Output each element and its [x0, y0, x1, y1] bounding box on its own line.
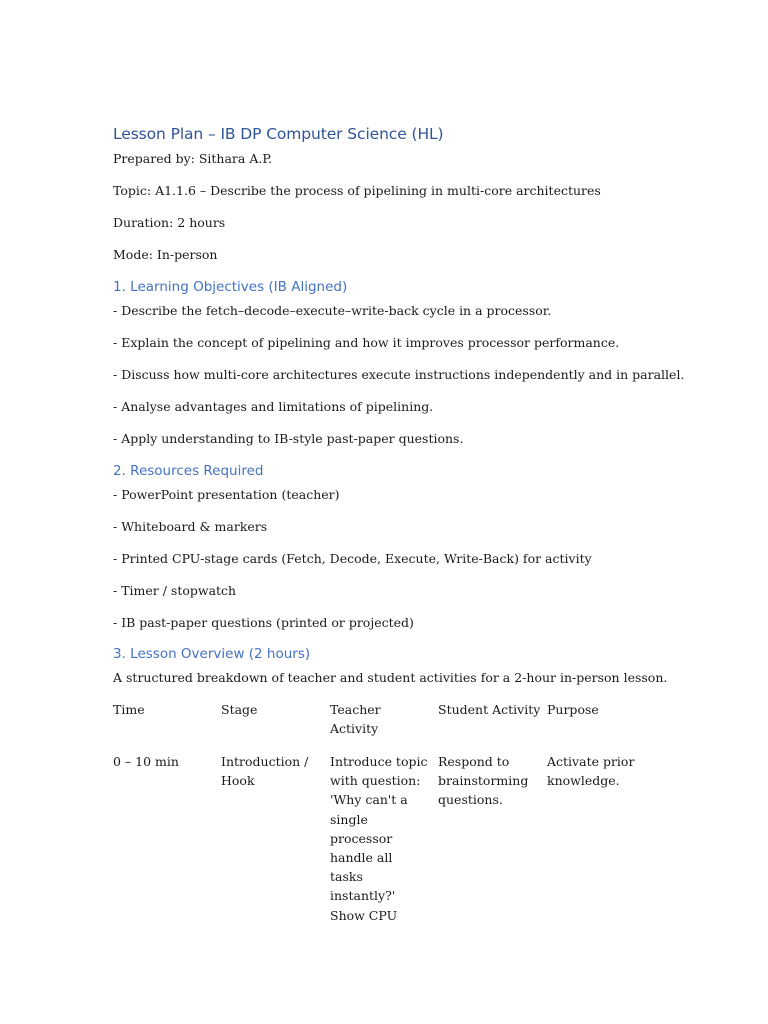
duration-line: Duration: 2 hours — [113, 215, 226, 230]
resources-heading: 2. Resources Required — [113, 463, 264, 479]
resource-item: - Timer / stopwatch — [113, 583, 237, 598]
table-header-time: Time — [113, 702, 145, 717]
table-cell-student: Respond to brainstorming questions. — [438, 754, 529, 808]
objective-item: - Analyse advantages and limitations of pipelining. — [113, 399, 434, 414]
resource-item: - Printed CPU-stage cards (Fetch, Decode, Execute, Write-Back) for activity — [113, 551, 592, 566]
table-cell-teacher: Introduce topic with question: 'Why can't a single processor handle all tasks instantly?' Show CPU — [330, 754, 428, 923]
overview-heading: 3. Lesson Overview (2 hours) — [113, 646, 311, 662]
prepared-by: Prepared by: Sithara A.P. — [113, 151, 273, 166]
table-header-student: Student Activity — [438, 702, 541, 717]
overview-intro: A structured breakdown of teacher and student activities for a 2-hour in-person lesson. — [113, 670, 668, 685]
objectives-heading: 1. Learning Objectives (IB Aligned) — [113, 279, 348, 295]
table-cell-purpose: Activate prior knowledge. — [547, 754, 635, 789]
document-title: Lesson Plan – IB DP Computer Science (HL) — [113, 125, 444, 143]
resource-item: - Whiteboard & markers — [113, 519, 268, 534]
objective-item: - Describe the fetch–decode–execute–write-back cycle in a processor. — [113, 303, 552, 318]
resource-item: - PowerPoint presentation (teacher) — [113, 487, 340, 502]
table-header-purpose: Purpose — [547, 702, 599, 717]
mode-line: Mode: In-person — [113, 247, 218, 262]
objective-item: - Apply understanding to IB-style past-paper questions. — [113, 431, 464, 446]
table-cell-stage: Introduction / Hook — [221, 754, 309, 789]
table-header-stage: Stage — [221, 702, 258, 717]
objective-item: - Discuss how multi-core architectures execute instructions independently and in parallel. — [113, 367, 685, 382]
objective-item: - Explain the concept of pipelining and how it improves processor performance. — [113, 335, 620, 350]
table-cell-time: 0 – 10 min — [113, 754, 179, 769]
topic-line: Topic: A1.1.6 – Describe the process of pipelining in multi-core architectures — [113, 183, 601, 198]
resource-item: - IB past-paper questions (printed or projected) — [113, 615, 414, 630]
table-header-teacher: Teacher Activity — [330, 702, 381, 737]
